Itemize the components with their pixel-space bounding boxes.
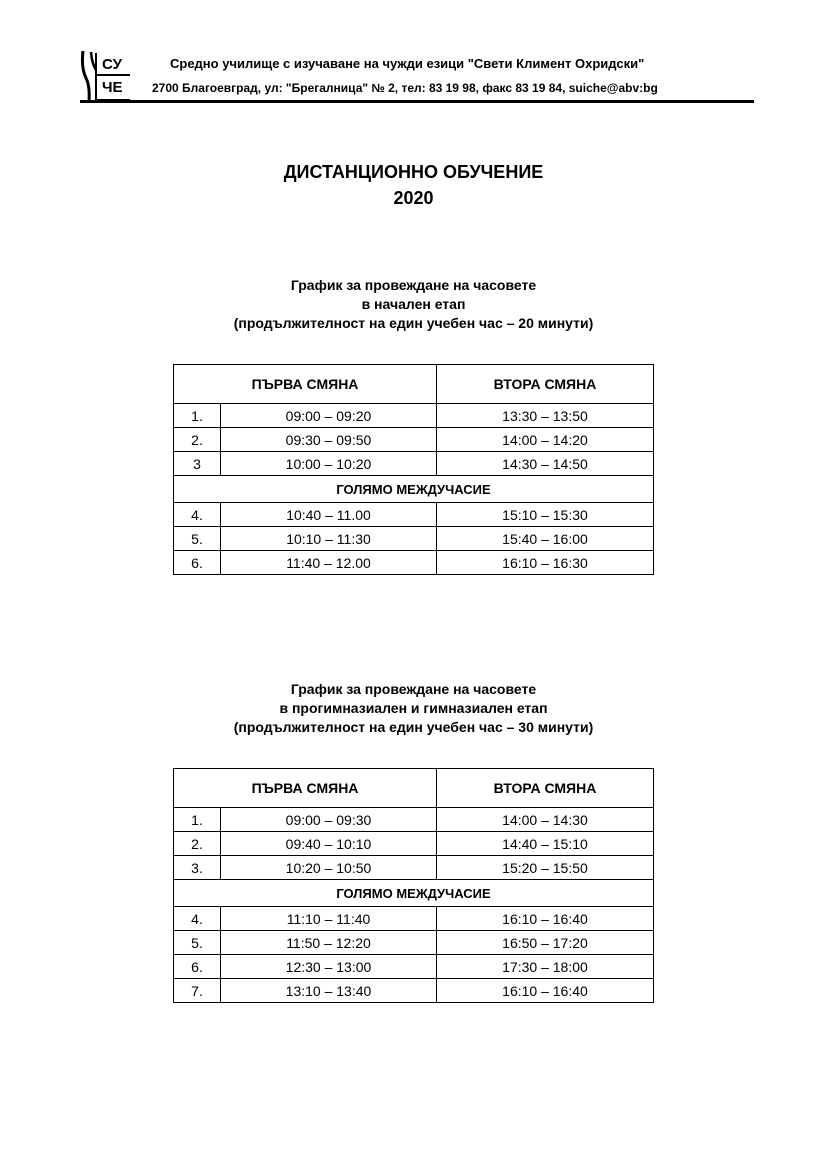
logo-text-top: СУ	[102, 56, 122, 73]
logo-text-bottom: ЧЕ	[102, 79, 123, 96]
second-shift-time: 15:10 – 15:30	[437, 503, 654, 527]
school-name: Средно училище с изучаване на чужди езици "Свети Климент Охридски"	[170, 56, 645, 71]
table-header-row	[174, 769, 654, 808]
table-row	[174, 452, 654, 476]
school-address: 2700 Благоевград, ул: "Брегалница" № 2, тел: 83 19 98, факс 83 19 84, suiche@abv:bg	[152, 81, 658, 95]
table-row	[174, 907, 654, 931]
document-title: ДИСТАНЦИОННО ОБУЧЕНИЕ	[283, 162, 544, 182]
schedule-1-subtitle-line: в начален етап	[361, 296, 466, 312]
table-row	[174, 428, 654, 452]
schedule-1-subtitle-line: (продължителност на един учебен час – 20 минути)	[233, 315, 594, 331]
first-shift-time: 10:00 – 10:20	[221, 452, 437, 476]
break-row	[174, 476, 654, 503]
second-shift-time: 16:10 – 16:30	[437, 551, 654, 575]
second-shift-time: 14:00 – 14:20	[437, 428, 654, 452]
lesson-number: 3.	[174, 856, 221, 880]
second-shift-time: 13:30 – 13:50	[437, 404, 654, 428]
first-shift-time: 10:10 – 11:30	[221, 527, 437, 551]
table-row	[174, 931, 654, 955]
second-shift-time: 14:00 – 14:30	[437, 808, 654, 832]
first-shift-time: 11:10 – 11:40	[221, 907, 437, 931]
second-shift-header: ВТОРА СМЯНА	[437, 769, 654, 808]
schedule-1-subtitle-line: График за провеждане на часовете	[290, 277, 537, 293]
lesson-number: 4.	[174, 503, 221, 527]
first-shift-time: 09:40 – 10:10	[221, 832, 437, 856]
header-divider	[80, 100, 754, 103]
first-shift-time: 12:30 – 13:00	[221, 955, 437, 979]
second-shift-time: 16:10 – 16:40	[437, 907, 654, 931]
second-shift-header: ВТОРА СМЯНА	[437, 365, 654, 404]
schedule-1-table	[173, 364, 654, 575]
break-row	[174, 880, 654, 907]
table-row	[174, 856, 654, 880]
schedule-2-subtitle-line: в прогимназиален и гимназиален етап	[279, 700, 548, 716]
table-header-row	[174, 365, 654, 404]
lesson-number: 3	[174, 452, 221, 476]
first-shift-time: 09:30 – 09:50	[221, 428, 437, 452]
second-shift-time: 14:30 – 14:50	[437, 452, 654, 476]
schedule-2-subtitle-line: (продължителност на един учебен час – 30 минути)	[233, 719, 594, 735]
document-year: 2020	[393, 188, 434, 208]
schedule-2-table	[173, 768, 654, 1003]
schedule-1-subtitle	[0, 276, 827, 333]
second-shift-time: 15:20 – 15:50	[437, 856, 654, 880]
lesson-number: 4.	[174, 907, 221, 931]
first-shift-time: 11:40 – 12.00	[221, 551, 437, 575]
second-shift-time: 16:50 – 17:20	[437, 931, 654, 955]
table-row	[174, 955, 654, 979]
school-logo	[80, 48, 132, 102]
first-shift-time: 10:20 – 10:50	[221, 856, 437, 880]
table-row	[174, 503, 654, 527]
second-shift-time: 14:40 – 15:10	[437, 832, 654, 856]
long-break-label: ГОЛЯМО МЕЖДУЧАСИЕ	[174, 476, 654, 503]
schedule-2-subtitle-line: График за провеждане на часовете	[290, 681, 537, 697]
second-shift-time: 16:10 – 16:40	[437, 979, 654, 1003]
first-shift-time: 10:40 – 11.00	[221, 503, 437, 527]
first-shift-header: ПЪРВА СМЯНА	[174, 769, 437, 808]
table-row	[174, 527, 654, 551]
lesson-number: 6.	[174, 551, 221, 575]
long-break-label: ГОЛЯМО МЕЖДУЧАСИЕ	[174, 880, 654, 907]
first-shift-time: 09:00 – 09:30	[221, 808, 437, 832]
first-shift-header: ПЪРВА СМЯНА	[174, 365, 437, 404]
table-row	[174, 808, 654, 832]
table-row	[174, 404, 654, 428]
lesson-number: 5.	[174, 931, 221, 955]
lesson-number: 5.	[174, 527, 221, 551]
lesson-number: 6.	[174, 955, 221, 979]
table-row	[174, 551, 654, 575]
second-shift-time: 17:30 – 18:00	[437, 955, 654, 979]
schedule-2-subtitle	[0, 680, 827, 737]
second-shift-time: 15:40 – 16:00	[437, 527, 654, 551]
first-shift-time: 11:50 – 12:20	[221, 931, 437, 955]
lesson-number: 1.	[174, 404, 221, 428]
lesson-number: 2.	[174, 428, 221, 452]
lesson-number: 2.	[174, 832, 221, 856]
first-shift-time: 13:10 – 13:40	[221, 979, 437, 1003]
lesson-number: 1.	[174, 808, 221, 832]
lesson-number: 7.	[174, 979, 221, 1003]
table-row	[174, 979, 654, 1003]
table-row	[174, 832, 654, 856]
first-shift-time: 09:00 – 09:20	[221, 404, 437, 428]
